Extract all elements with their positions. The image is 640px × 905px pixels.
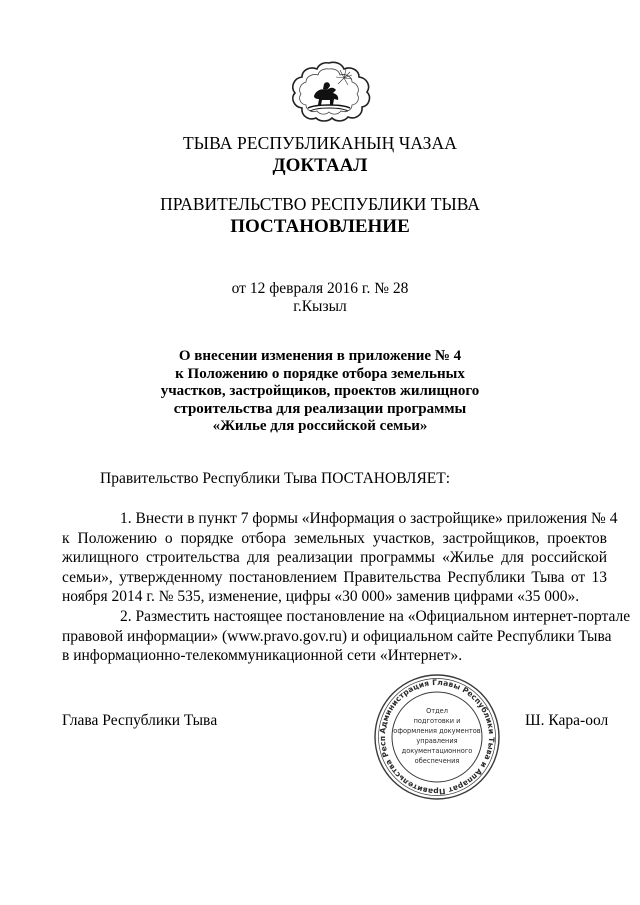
paragraph-1 <box>62 509 618 607</box>
preamble: Правительство Республики Тыва ПОСТАНОВЛЯЕТ: <box>100 470 451 487</box>
document-body <box>62 509 631 666</box>
stamp-ring-text: Администрация Главы Республики Тыва и Аппарат Правительства Респ <box>377 677 497 797</box>
paragraph-line: 1. Внести в пункт 7 формы «Информация о застройщике» приложения № 4 <box>120 510 618 527</box>
title-line: участков, застройщиков, проектов жилищного <box>160 383 480 399</box>
header-act-type: ПОСТАНОВЛЕНИЕ <box>230 216 410 237</box>
paragraph-line: семьи», утвержденному постановлением Правительства Республики Тыва от 13 <box>62 568 607 586</box>
paragraph-line: в информационно-телекоммуникационной сети «Интернет». <box>62 647 463 665</box>
title-line: строительства для реализации программы <box>173 400 467 417</box>
title-line: к Положению о порядке отбора земельных <box>175 365 465 382</box>
coat-of-arms-emblem <box>286 60 372 122</box>
stamp-center-line: подготовки и <box>413 717 461 725</box>
document-city: г.Кызыл <box>293 298 347 315</box>
header-tyva-government: ТЫВА РЕСПУБЛИКАНЫҢ ЧАЗАА <box>182 133 458 153</box>
stamp-center-line: документационного <box>401 747 473 755</box>
paragraph-2 <box>62 607 631 666</box>
paragraph-line: 2. Разместить настоящее постановление на «Официальном интернет-портале <box>120 607 631 625</box>
title-line: О внесении изменения в приложение № 4 <box>178 348 462 364</box>
paragraph-line: жилищного строительства для реализации программы «Жилье для российской <box>62 549 607 567</box>
header-government: ПРАВИТЕЛЬСТВО РЕСПУБЛИКИ ТЫВА <box>160 194 480 214</box>
stamp-center-line: управления <box>416 737 458 745</box>
paragraph-line: к Положению о порядке отбора земельных участков, застройщиков, проектов <box>62 529 607 547</box>
paragraph-line: ноября 2014 г. № 535, изменение, цифры «30 000» заменив цифрами «35 000». <box>62 588 580 606</box>
stamp-center-line: оформления документов <box>393 727 481 735</box>
paragraph-line: правовой информации» (www.pravo.gov.ru) и официальном сайте Республики Тыва <box>62 627 612 645</box>
signatory-position: Глава Республики Тывa <box>62 712 218 729</box>
document-title <box>0 348 640 436</box>
title-line: «Жилье для российской семьи» <box>212 418 428 434</box>
official-stamp <box>372 672 502 802</box>
document-date-number: от 12 февраля 2016 г. № 28 <box>231 280 409 297</box>
stamp-center-line: обеспечения <box>414 757 460 765</box>
signatory-name: Ш. Кара-оол <box>525 712 609 729</box>
stamp-center-line: Отдел <box>426 707 448 715</box>
header-tyva-act-type: ДОКТААЛ <box>272 155 368 176</box>
